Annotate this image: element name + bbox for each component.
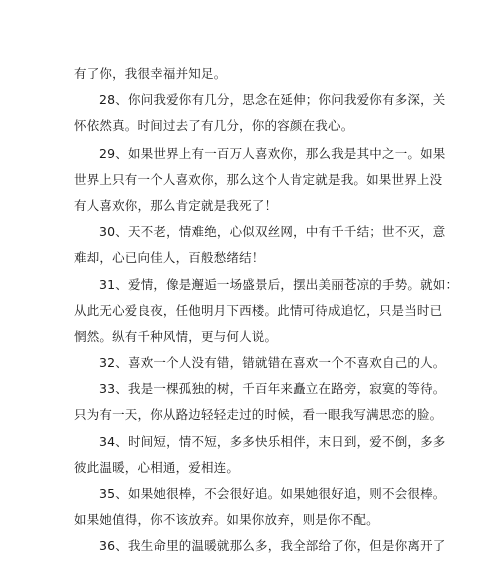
- text-line: 28、你问我爱你有几分，思念在延伸；你问我爱你有多深，关: [99, 92, 446, 107]
- text-line: 35、如果她很棒，不会很好追。如果她很好追，则不会很棒。: [99, 486, 446, 501]
- text-line: 31、爱情，像是邂逅一场盛景后，摆出美丽苍凉的手势。就如：: [99, 277, 459, 292]
- text-line: 世界上只有一个人喜欢你，那么这个人肯定就是我。如果世界上没: [74, 172, 443, 187]
- text-line: 34、时间短，情不短，多多快乐相伴，末日到，爱不倒，多多: [99, 434, 446, 449]
- text-line: 只为有一天，你从路边轻轻走过的时候，看一眼我写满思恋的脸。: [74, 407, 443, 422]
- text-line: 29、如果世界上有一百万人喜欢你，那么我是其中之一。如果: [99, 146, 446, 161]
- text-line: 彼此温暖，心相通，爱相连。: [74, 460, 240, 475]
- text-line: 有了你，我很幸福并知足。: [74, 66, 227, 81]
- text-line: 33、我是一棵孤独的树，千百年来矗立在路旁，寂寞的等待。: [99, 381, 446, 396]
- text-line: 有人喜欢你，那么肯定就是我死了！: [74, 198, 278, 213]
- text-line: 怀依然真。时间过去了有几分，你的容颜在我心。: [74, 118, 354, 133]
- text-line: 32、喜欢一个人没有错，错就错在喜欢一个不喜欢自己的人。: [99, 355, 446, 370]
- text-line: 如果她值得，你不该放弃。如果你放弃，则是你不配。: [74, 512, 379, 527]
- text-line: 从此无心爱良夜，任他明月下西楼。此情可待成追忆，只是当时已: [74, 303, 443, 318]
- text-line: 难却，心已向佳人，百般愁绪结！: [74, 250, 265, 265]
- text-line: 30、天不老，情难绝，心似双丝网，中有千千结；世不灭，意: [99, 224, 446, 239]
- text-line: 36、我生命里的温暖就那么多，我全部给了你，但是你离开了: [99, 538, 446, 553]
- text-line: 惘然。纵有千种风情，更与何人说。: [74, 329, 278, 344]
